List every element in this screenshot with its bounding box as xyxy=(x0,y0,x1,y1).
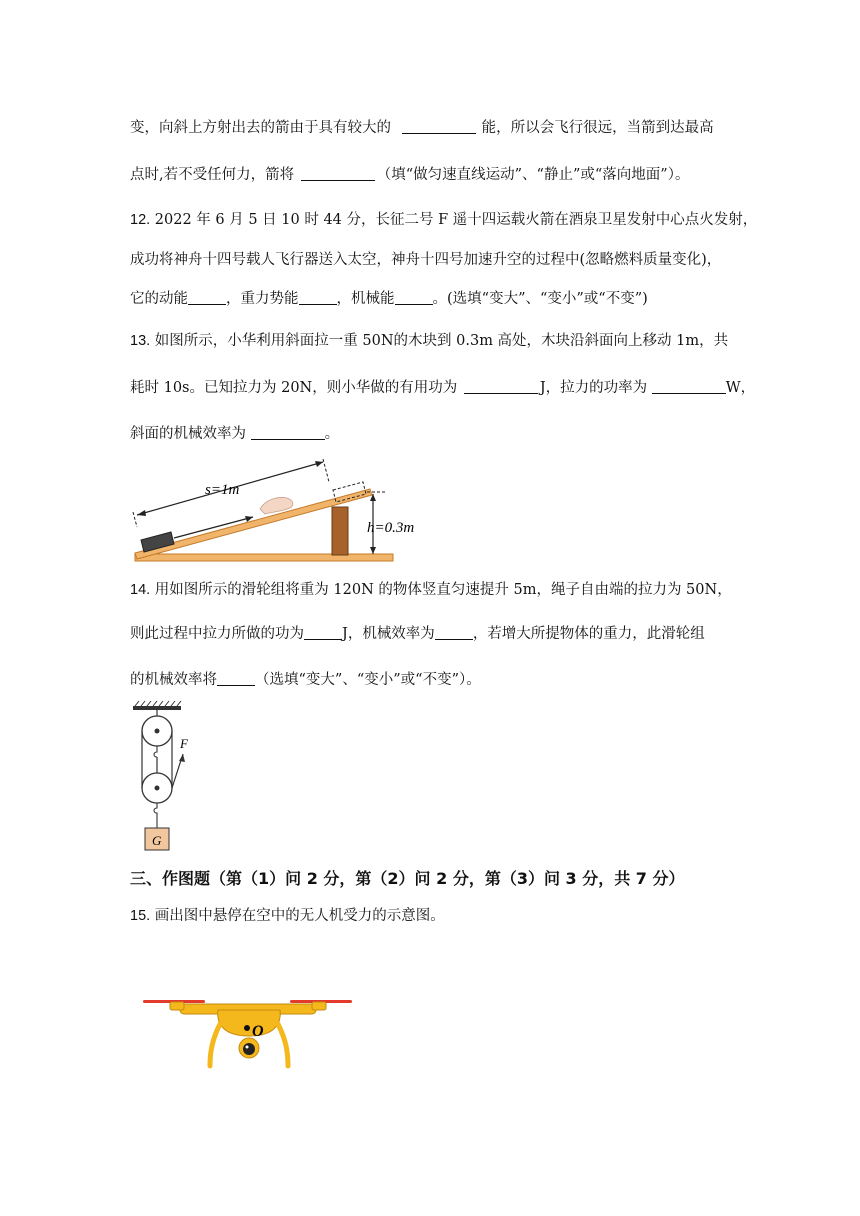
q14-line-3: 的机械效率将 （选填“变大”、“变小”或“不变”）。 xyxy=(130,672,481,688)
drone-figure xyxy=(140,990,360,1080)
q14-line-1: 14. 用如图所示的滑轮组将重为 120N 的物体竖直匀速提升 5m，绳子自由端的拉力为 50N， xyxy=(130,582,732,598)
q13-line-3: 斜面的机械效率为 。 xyxy=(130,426,340,442)
distance-label: s=1m xyxy=(205,482,240,498)
q11-line-2: 点时,若不受任何力，箭将 （填“做匀速直线运动”、“静止”或“落向地面”）。 xyxy=(130,167,690,183)
center-label: O xyxy=(252,1023,264,1040)
answer-blank[interactable] xyxy=(652,379,726,394)
question-number: 15. xyxy=(130,908,151,924)
question-number: 12. xyxy=(130,212,151,228)
answer-blank[interactable] xyxy=(217,671,255,686)
q14-line-2: 则此过程中拉力所做的功为 J，机械效率为 ，若增大所提物体的重力，此滑轮组 xyxy=(130,626,705,642)
q15-line: 15. 画出图中悬停在空中的无人机受力的示意图。 xyxy=(130,908,445,924)
pulley-figure xyxy=(125,700,205,855)
q12-line-3: 它的动能 ，重力势能 ，机械能 。(选填“变大”、“变小”或“不变”) xyxy=(130,291,648,307)
q13-line-2: 耗时 10s。已知拉力为 20N，则小华做的有用功为 J，拉力的功率为 W， xyxy=(130,380,756,396)
wood-support xyxy=(332,507,348,555)
q12-line-1: 12. 2022 年 6 月 5 日 10 时 44 分，长征二号 F 遥十四运载火箭在酒泉卫星发射中心点火发射， xyxy=(130,212,758,228)
section-heading: 三、作图题（第（1）问 2 分，第（2）问 2 分，第（3）问 3 分，共 7 分） xyxy=(130,869,685,888)
answer-blank[interactable] xyxy=(301,166,375,181)
question-number: 13. xyxy=(130,333,151,349)
answer-blank[interactable] xyxy=(464,379,538,394)
answer-blank[interactable] xyxy=(402,119,476,134)
q11-line-1: 变，向斜上方射出去的箭由于具有较大的 能，所以会飞行很远，当箭到达最高 xyxy=(130,120,714,136)
force-label: F xyxy=(180,736,188,751)
answer-blank[interactable] xyxy=(188,290,226,305)
base-board xyxy=(135,554,393,561)
drone-body xyxy=(218,1010,280,1036)
answer-blank[interactable] xyxy=(435,625,473,640)
answer-blank[interactable] xyxy=(395,290,433,305)
q12-line-2: 成功将神舟十四号载人飞行器送入太空，神舟十四号加速升空的过程中(忽略燃料质量变化)， xyxy=(130,252,722,268)
incline-figure xyxy=(125,452,425,567)
answer-blank[interactable] xyxy=(304,625,342,640)
ceiling xyxy=(133,706,181,710)
answer-blank[interactable] xyxy=(299,290,337,305)
center-point xyxy=(244,1025,250,1031)
q13-line-1: 13. 如图所示，小华利用斜面拉一重 50N的木块到 0.3m 高处，木块沿斜面向上移动 1m，共 xyxy=(130,333,729,349)
question-number: 14. xyxy=(130,582,151,598)
height-label: h=0.3m xyxy=(367,520,415,536)
answer-blank[interactable] xyxy=(251,425,325,440)
weight-label: G xyxy=(152,833,162,848)
